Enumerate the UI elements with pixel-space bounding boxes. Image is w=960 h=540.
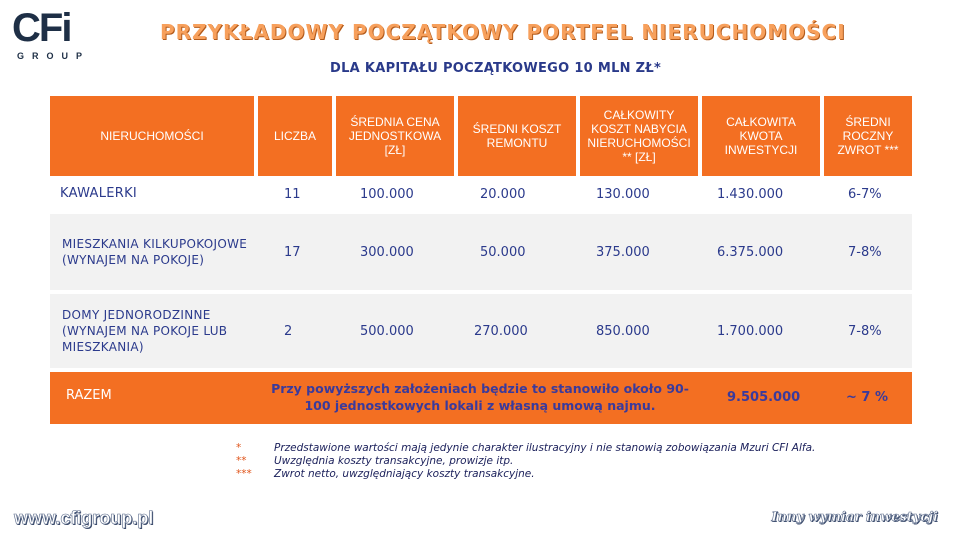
row-price: 300.000 [360, 244, 414, 260]
footnote-mark: *** [236, 468, 252, 480]
row-count: 11 [284, 186, 301, 202]
footnote [236, 468, 916, 481]
logo-group-text: GROUP [17, 51, 91, 61]
header-investment: CAŁKOWITA KWOTA INWESTYCJI [702, 96, 820, 176]
footnote-text: Uwzględnia koszty transakcyjne, prowizje itp. [274, 455, 514, 467]
header-total-cost: CAŁKOWITY KOSZT NABYCIA NIERUCHOMOŚCI ** [ZŁ] [580, 96, 698, 176]
footer-tagline: Inny wymiar inwestycji [771, 510, 938, 525]
footnote-text: Przedstawione wartości mają jedynie charakter ilustracyjny i nie stanowią zobowiązania Mzuri CFI Alfa. [274, 442, 816, 454]
header-properties: NIERUCHOMOŚCI [50, 96, 254, 176]
total-label: RAZEM [66, 388, 112, 403]
footnote-mark: ** [236, 455, 247, 467]
total-note: Przy powyższych założeniach będzie to stanowiło około 90-100 jednostkowych lokali z własną umową najmu. [271, 381, 689, 413]
row-count: 17 [284, 244, 301, 260]
total-investment: 9.505.000 [727, 390, 801, 405]
footnote-text: Zwrot netto, uwzględniający koszty transakcyjne. [274, 468, 535, 480]
total-return: ~ 7 % [846, 390, 889, 405]
row-renovation: 270.000 [474, 323, 528, 339]
row-count: 2 [284, 323, 293, 339]
row-price: 500.000 [360, 323, 414, 339]
header-count: LICZBA [258, 96, 332, 176]
row-total-cost: 375.000 [596, 244, 650, 260]
row-renovation: 50.000 [480, 244, 526, 260]
row-name: MIESZKANIA KILKUPOKOJOWE (WYNAJEM NA POKOJE) [62, 237, 248, 267]
footnotes [236, 442, 916, 481]
row-total-cost: 130.000 [596, 186, 650, 202]
row-investment: 6.375.000 [717, 244, 784, 260]
header-return: ŚREDNI ROCZNY ZWROT *** [824, 96, 912, 176]
row-total-cost: 850.000 [596, 323, 650, 339]
slide-title: PRZYKŁADOWY POCZĄTKOWY PORTFEL NIERUCHOMOŚCI [160, 20, 846, 44]
slide-subtitle: DLA KAPITAŁU POCZĄTKOWEGO 10 MLN ZŁ* [330, 61, 662, 76]
row-return: 7-8% [848, 244, 882, 260]
footnote [236, 455, 916, 468]
row-name: DOMY JEDNORODZINNE (WYNAJEM NA POKOJE LUB MIESZKANIA) [62, 308, 228, 354]
header-renovation: ŚREDNI KOSZT REMONTU [458, 96, 576, 176]
row-name: KAWALERKI [60, 186, 138, 201]
footnote-mark: * [236, 442, 242, 454]
row-price: 100.000 [360, 186, 414, 202]
row-return: 7-8% [848, 323, 882, 339]
row-renovation: 20.000 [480, 186, 526, 202]
footer-url[interactable]: www.cfigroup.pl [14, 508, 154, 528]
footnote [236, 442, 916, 455]
row-investment: 1.700.000 [717, 323, 784, 339]
header-unit-price: ŚREDNIA CENA JEDNOSTKOWA [ZŁ] [336, 96, 454, 176]
row-investment: 1.430.000 [717, 186, 784, 202]
cfi-logo: CFi [12, 6, 71, 50]
row-return: 6-7% [848, 186, 882, 202]
